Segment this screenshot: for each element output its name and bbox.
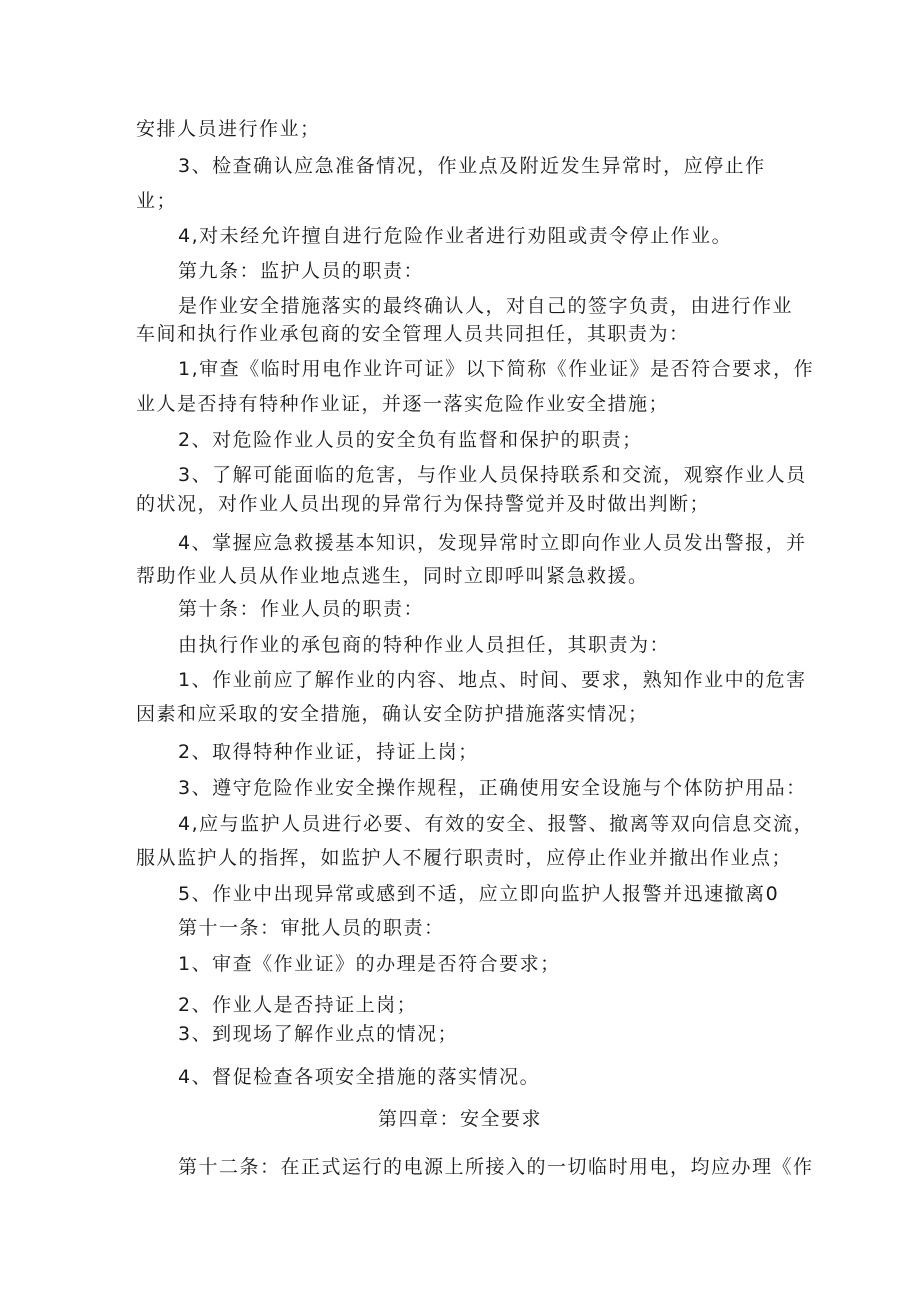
text-line: 业； [136,190,178,212]
text-line: 4,应与监护人员进行必要、有效的安全、报警、撤离等双向信息交流， [178,813,815,835]
text-line: 2、作业人是否持证上岗； [178,994,418,1016]
text-line: 3、检查确认应急准备情况，作业点及附近发生异常时，应停止作 [178,155,766,177]
text-line: 1、审查《作业证》的办理是否符合要求； [178,953,561,975]
text-line: 是作业安全措施落实的最终确认人，对自己的签字负责，由进行作业 [178,295,794,317]
text-line: 服从监护人的指挥，如监护人不履行职责时，应停止作业并撤出作业点； [136,847,793,869]
text-line: 3、遵守危险作业安全操作规程，正确使用安全设施与个体防护用品： [178,777,807,799]
text-line: 因素和应采取的安全措施，确认安全防护措施落实情况； [136,703,649,725]
text-line: 的状况，对作业人员出现的异常行为保持警觉并及时做出判断； [136,493,711,515]
text-line: 车间和执行作业承包商的安全管理人员共同担任，其职责为： [136,323,690,345]
article-title: 第十一条：审批人员的职责： [178,917,445,939]
text-line: 第十二条：在正式运行的电源上所接入的一切临时用电，均应办理《作 [178,1156,814,1178]
text-line: 业人是否持有特种作业证，并逐一落实危险作业安全措施； [136,393,670,415]
text-line: 由执行作业的承包商的特种作业人员担任，其职责为： [178,634,671,656]
text-line: 1,审查《临时用电作业许可证》以下简称《作业证》是否符合要求，作 [178,358,815,380]
text-line: 4、掌握应急救援基本知识，发现异常时立即向作业人员发出警报，并 [178,532,807,554]
text-line: 5、作业中出现异常或感到不适，应立即向监护人报警并迅速撤离0 [178,883,780,905]
text-line: 2、对危险作业人员的安全负有监督和保护的职责； [178,429,643,451]
text-line: 1、作业前应了解作业的内容、地点、时间、要求，熟知作业中的危害 [178,669,807,691]
article-title: 第九条：监护人员的职责： [178,260,425,282]
chapter-heading: 第四章：安全要求 [377,1108,542,1130]
text-line: 3、了解可能面临的危害，与作业人员保持联系和交流，观察作业人员 [178,464,807,486]
text-line: 2、取得特种作业证，持证上岗； [178,741,479,763]
text-line: 安排人员进行作业； [136,118,321,140]
text-line: 帮助作业人员从作业地点逃生，同时立即呼叫紧急救援。 [136,565,649,587]
text-line: 4,对未经允许擅自进行危险作业者进行劝阻或责令停止作业。 [178,225,733,247]
article-title: 第十条：作业人员的职责： [178,598,425,620]
text-line: 3、到现场了解作业点的情况； [178,1023,459,1045]
text-line: 4、督促检查各项安全措施的落实情况。 [178,1066,541,1088]
